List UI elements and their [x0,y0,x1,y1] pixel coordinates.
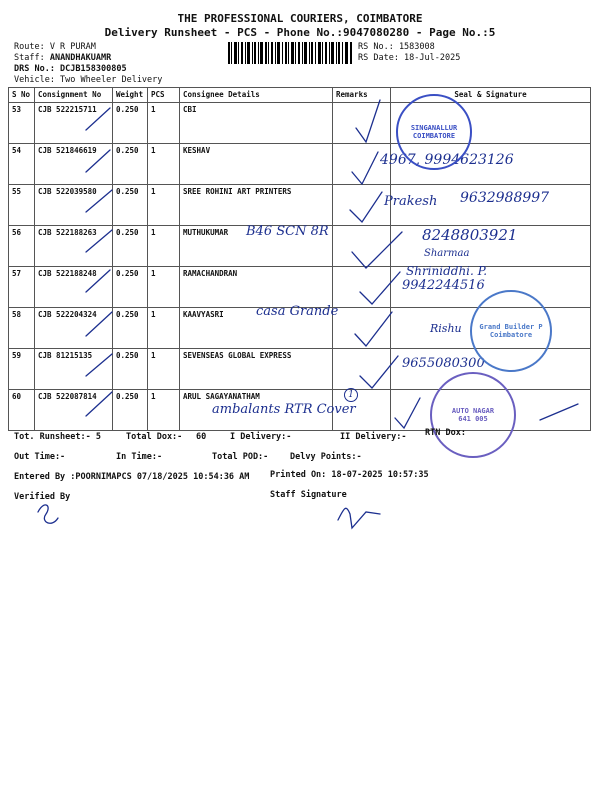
hand-r60-circle: 1 [344,388,358,402]
row-weight: 0.250 [113,390,148,431]
staff-name: ANANDHAKUAMR [49,53,112,63]
ii-delivery: II Delivery:- [340,432,407,442]
seal3-bottom: 641 005 [458,415,488,423]
row-pcs: 1 [148,103,180,144]
row-pcs: 1 [148,349,180,390]
total-runsheet: Tot. Runsheet:- 5 [14,432,101,442]
row-pcs: 1 [148,267,180,308]
row-remarks [333,349,391,390]
col-pcs: PCS [148,88,180,103]
row-weight: 0.250 [113,185,148,226]
rtn-dox: RTN Dox: [425,428,466,438]
hand-r59-phone: 9655080300 [402,356,485,371]
row-consignee: SREE ROHINI ART PRINTERS [180,185,333,226]
col-consignee: Consignee Details [180,88,333,103]
verified-by: Verified By [14,492,71,502]
route-label: Route: V R PURAM [14,42,96,52]
i-delivery: I Delivery:- [230,432,292,442]
row-consignee: CBI [180,103,333,144]
delivery-points: Delvy Points:- [290,452,362,462]
company-title: THE PROFESSIONAL COURIERS, COIMBATORE [177,12,423,25]
verified-signature [38,505,58,523]
row-weight: 0.250 [113,226,148,267]
row-sno: 59 [9,349,35,390]
seal-stamp-1 [396,94,472,170]
col-weight: Weight [113,88,148,103]
row-pcs: 1 [148,144,180,185]
table-row [9,103,591,144]
col-sno: S No [9,88,35,103]
row-consignment: CJB 81215135 [35,349,113,390]
row-consignment: CJB 522039580 [35,185,113,226]
row-consignee: SEVENSEAS GLOBAL EXPRESS [180,349,333,390]
row-remarks [333,185,391,226]
seal2-bottom: Coimbatore [489,331,533,339]
total-dox-label: Total Dox:- [126,432,183,442]
seal-stamp-2 [470,290,552,372]
hand-r56-phone: 8248803921 [422,226,518,244]
row-pcs: 1 [148,390,180,431]
col-consignment: Consignment No [35,88,113,103]
staff-line [14,53,111,63]
hand-r54: 4967, 9994623126 [380,152,514,168]
hand-r56-note: B46 SCN 8R [246,224,329,239]
row-pcs: 1 [148,185,180,226]
row-sno: 58 [9,308,35,349]
total-dox-value: 60 [196,432,207,442]
row-sno: 53 [9,103,35,144]
seal-stamp-3 [430,372,516,458]
row-weight: 0.250 [113,349,148,390]
entered-by: Entered By :POORNIMAPCS 07/18/2025 10:54:36 AM [14,472,250,482]
rs-date: RS Date: 18-Jul-2025 [358,53,461,63]
staff-signature-label: Staff Signature [270,490,347,500]
hand-r57-phone: 9942244516 [402,278,485,293]
in-time: In Time:- [116,452,163,462]
row-consignee: KESHAV [180,144,333,185]
runsheet-table [8,87,591,431]
hand-r55-phone: 9632988997 [460,190,550,206]
hand-r58-signature: Rishu [430,322,462,335]
row-pcs: 1 [148,226,180,267]
vehicle-type: Vehicle: Two Wheeler Delivery [14,75,163,85]
staff-signature-mark [338,508,380,528]
col-remarks: Remarks [333,88,391,103]
barcode [228,42,352,64]
hand-r55-name: Prakesh [384,194,438,209]
row-consignment: CJB 522087814 [35,390,113,431]
out-time: Out Time:- [14,452,66,462]
row-weight: 0.250 [113,308,148,349]
row-consignment: CJB 521846619 [35,144,113,185]
seal1-bottom: COIMBATORE [412,132,456,140]
total-pod: Total POD:- [212,452,269,462]
hand-r60-note: ambalants RTR Cover [212,402,356,417]
seal2-top: Grand Builder P [479,323,543,331]
row-sno: 60 [9,390,35,431]
row-consignment: CJB 522188248 [35,267,113,308]
row-consignee: KAAVYASRI [180,308,333,349]
col-seal-signature: Seal & Signature [391,88,591,103]
staff-label: Staff: [14,53,50,63]
runsheet-subtitle: Delivery Runsheet - PCS - Phone No.:9047080280 - Page No.:5 [104,26,496,39]
row-sno: 54 [9,144,35,185]
row-consignment: CJB 522188263 [35,226,113,267]
row-sno: 57 [9,267,35,308]
row-consignee: MUTHUKUMAR [180,226,333,267]
row-remarks [333,267,391,308]
row-pcs: 1 [148,308,180,349]
hand-r58-note: casa Grande [256,304,339,319]
row-consignee: ARUL SAGAYANATHAM [180,390,333,431]
row-sno: 55 [9,185,35,226]
row-remarks [333,226,391,267]
printed-on: Printed On: 18-07-2025 10:57:35 [270,470,429,480]
row-weight: 0.250 [113,267,148,308]
hand-r57-name: Shriniddhi. P. [406,264,488,278]
seal3-top: AUTO NAGAR [451,407,495,415]
row-consignment: CJB 522215711 [35,103,113,144]
row-remarks [333,103,391,144]
row-sno: 56 [9,226,35,267]
rs-number: RS No.: 1583008 [358,42,435,52]
row-weight: 0.250 [113,144,148,185]
row-weight: 0.250 [113,103,148,144]
drs-number: DRS No.: DCJB158300805 [14,64,127,74]
row-consignment: CJB 522204324 [35,308,113,349]
seal1-top: SINGANALLUR [410,124,458,132]
table-header-row [9,88,591,103]
row-consignee: RAMACHANDRAN [180,267,333,308]
hand-r56-name: Sharmaa [424,248,470,259]
row-remarks [333,308,391,349]
